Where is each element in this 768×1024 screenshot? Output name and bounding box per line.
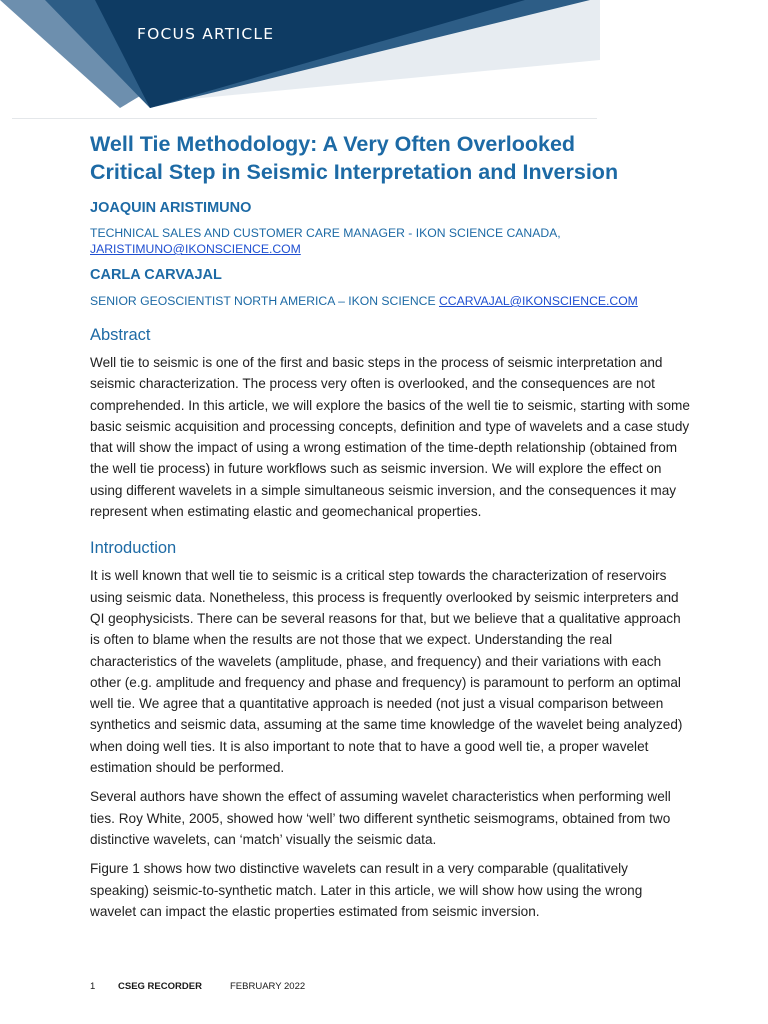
abstract-body: Well tie to seismic is one of the first and basic steps in the process of seismic interpretation and seismic characterization. The process very often is overlooked, and the consequences are not comprehended. In this article, we will explore the basics of the well tie to seismic, starting with some basic seismic acquisition and processing concepts, definition and type of wavelets and a case study that will show the impact of using a wrong estimation of the time-depth relationship (obtained from the well tie process) in future workflows such as seismic inversion. We will explore the effect on using different wavelets in a simple simultaneous seismic inversion, and the consequences it may represent when estimating elastic and geomechanical properties.	[90, 355, 690, 520]
affiliation-text-2: SENIOR GEOSCIENTIST NORTH AMERICA – IKON SCIENCE	[90, 294, 436, 308]
affiliation-text-1: TECHNICAL SALES AND CUSTOMER CARE MANAGER - IKON SCIENCE CANADA,	[90, 226, 561, 240]
author-name-1: JOAQUIN ARISTIMUNO	[90, 200, 252, 216]
author-name-2: CARLA CARVAJAL	[90, 267, 222, 283]
title-line-1: Well Tie Methodology: A Very Often Overlooked	[90, 132, 576, 156]
author-affiliation-1	[90, 225, 690, 257]
article-title	[90, 130, 690, 186]
page-footer	[90, 981, 305, 992]
title-line-2: Critical Step in Seismic Interpretation and Inversion	[90, 160, 619, 184]
author-email-link-2[interactable]: CCARVAJAL@IKONSCIENCE.COM	[439, 294, 638, 308]
intro-paragraph-1: It is well known that well tie to seismic is a critical step towards the characterization of reservoirs using seismic data. Nonetheless, this process is frequently overlooked by seismic interpreters and QI geophysicists. There can be several reasons for that, but we believe that a qualitative approach is often to blame when the results are not those that we expect. Understanding the real characteristics of the wavelets (amplitude, phase, and frequency) and their variations with each other (e.g. amplitude and frequency and phase and frequency) is paramount to perform an optimal well tie. We agree that a quantitative approach is needed (not just a visual comparison between synthetics and seismic data, assuming at the same time knowledge of the wavelet being analyzed) when doing well ties. It is also important to note that to have a good well tie, a proper wavelet estimation should be performed.	[90, 568, 683, 776]
author-affiliation-2	[90, 293, 690, 309]
banner-label: FOCUS ARTICLE	[137, 25, 275, 43]
banner-divider	[12, 118, 597, 119]
intro-paragraph-2: Several authors have shown the effect of assuming wavelet characteristics when performing well ties. Roy White, 2005, showed how ‘well’ two different synthetic seismograms, obtained from two distinctive wavelets, can ‘match’ visually the seismic data.	[90, 789, 671, 847]
abstract-heading: Abstract	[90, 326, 151, 344]
introduction-heading: Introduction	[90, 539, 177, 558]
issue-date: FEBRUARY 2022	[230, 981, 306, 992]
article-content	[90, 130, 690, 922]
intro-paragraph-3: Figure 1 shows how two distinctive wavelets can result in a very comparable (qualitatively speaking) seismic-to-synthetic match. Later in this article, we will show how using the wrong wavelet can impact the elastic properties estimated from seismic inversion.	[90, 861, 643, 919]
author-email-link-1[interactable]: JARISTIMUNO@IKONSCIENCE.COM	[90, 242, 301, 256]
journal-name: CSEG RECORDER	[118, 981, 202, 992]
page-number: 1	[90, 981, 96, 992]
banner-graphic	[0, 0, 600, 120]
